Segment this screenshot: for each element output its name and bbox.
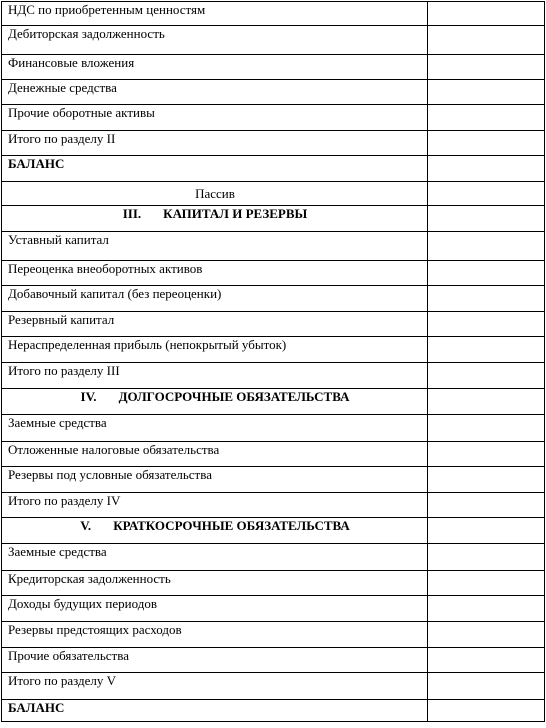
table-row (2, 467, 545, 493)
value-cell[interactable] (428, 80, 545, 105)
section-heading (2, 518, 428, 544)
value-cell[interactable] (428, 518, 545, 544)
value-cell[interactable] (428, 182, 545, 206)
value-cell[interactable] (428, 337, 545, 363)
table-row (2, 493, 545, 518)
value-cell[interactable] (428, 232, 545, 261)
table-row (2, 182, 545, 206)
line-item-label: Заемные средства (2, 415, 428, 442)
line-item-label: Дебиторская задолженность (2, 26, 428, 55)
balance-total-label: БАЛАНС (2, 156, 428, 182)
balance-sheet-body (2, 2, 545, 722)
value-cell[interactable] (428, 389, 545, 415)
value-cell[interactable] (428, 261, 545, 286)
line-item-label: Итого по разделу V (2, 673, 428, 700)
table-row (2, 232, 545, 261)
table-row (2, 673, 545, 700)
line-item-label: НДС по приобретенным ценностям (2, 2, 428, 26)
line-item-label: Нераспределенная прибыль (непокрытый убыток) (2, 337, 428, 363)
line-item-label: Заемные средства (2, 544, 428, 571)
line-item-label: Отложенные налоговые обязательства (2, 442, 428, 467)
table-row (2, 544, 545, 571)
line-item-label: Денежные средства (2, 80, 428, 105)
liabilities-heading: Пассив (2, 182, 428, 206)
line-item-label: Прочие обязательства (2, 648, 428, 673)
table-row (2, 571, 545, 596)
table-row (2, 156, 545, 182)
balance-sheet-table (1, 1, 545, 722)
value-cell[interactable] (428, 55, 545, 80)
table-row (2, 518, 545, 544)
table-row (2, 337, 545, 363)
section-title: КАПИТАЛ И РЕЗЕРВЫ (163, 206, 308, 221)
value-cell[interactable] (428, 442, 545, 467)
value-cell[interactable] (428, 493, 545, 518)
table-row (2, 2, 545, 26)
value-cell[interactable] (428, 673, 545, 700)
section-number: V. (80, 518, 92, 533)
section-title: КРАТКОСРОЧНЫЕ ОБЯЗАТЕЛЬСТВА (113, 518, 350, 533)
value-cell[interactable] (428, 286, 545, 312)
value-cell[interactable] (428, 648, 545, 673)
balance-total-label: БАЛАНС (2, 700, 428, 722)
line-item-label: Резервы предстоящих расходов (2, 622, 428, 648)
line-item-label: Резервы под условные обязательства (2, 467, 428, 493)
value-cell[interactable] (428, 700, 545, 722)
table-row (2, 389, 545, 415)
line-item-label: Прочие оборотные активы (2, 105, 428, 131)
value-cell[interactable] (428, 131, 545, 156)
section-number: III. (122, 206, 142, 221)
table-row (2, 622, 545, 648)
table-row (2, 442, 545, 467)
value-cell[interactable] (428, 622, 545, 648)
table-row (2, 206, 545, 232)
line-item-label: Итого по разделу IV (2, 493, 428, 518)
line-item-label: Финансовые вложения (2, 55, 428, 80)
table-row (2, 131, 545, 156)
value-cell[interactable] (428, 415, 545, 442)
line-item-label: Доходы будущих периодов (2, 596, 428, 622)
table-row (2, 105, 545, 131)
value-cell[interactable] (428, 26, 545, 55)
value-cell[interactable] (428, 105, 545, 131)
section-title: ДОЛГОСРОЧНЫЕ ОБЯЗАТЕЛЬСТВА (118, 389, 350, 404)
table-row (2, 415, 545, 442)
line-item-label: Итого по разделу II (2, 131, 428, 156)
table-row (2, 286, 545, 312)
line-item-label: Добавочный капитал (без переоценки) (2, 286, 428, 312)
line-item-label: Резервный капитал (2, 312, 428, 337)
table-row (2, 363, 545, 389)
value-cell[interactable] (428, 156, 545, 182)
section-heading (2, 389, 428, 415)
table-row (2, 312, 545, 337)
table-row (2, 700, 545, 722)
table-row (2, 26, 545, 55)
table-row (2, 80, 545, 105)
value-cell[interactable] (428, 571, 545, 596)
line-item-label: Переоценка внеоборотных активов (2, 261, 428, 286)
value-cell[interactable] (428, 312, 545, 337)
line-item-label: Кредиторская задолженность (2, 571, 428, 596)
table-row (2, 596, 545, 622)
value-cell[interactable] (428, 467, 545, 493)
value-cell[interactable] (428, 206, 545, 232)
value-cell[interactable] (428, 544, 545, 571)
section-heading (2, 206, 428, 232)
line-item-label: Уставный капитал (2, 232, 428, 261)
table-row (2, 648, 545, 673)
table-row (2, 261, 545, 286)
section-number: IV. (80, 389, 97, 404)
value-cell[interactable] (428, 596, 545, 622)
table-row (2, 55, 545, 80)
value-cell[interactable] (428, 363, 545, 389)
value-cell[interactable] (428, 2, 545, 26)
line-item-label: Итого по разделу III (2, 363, 428, 389)
